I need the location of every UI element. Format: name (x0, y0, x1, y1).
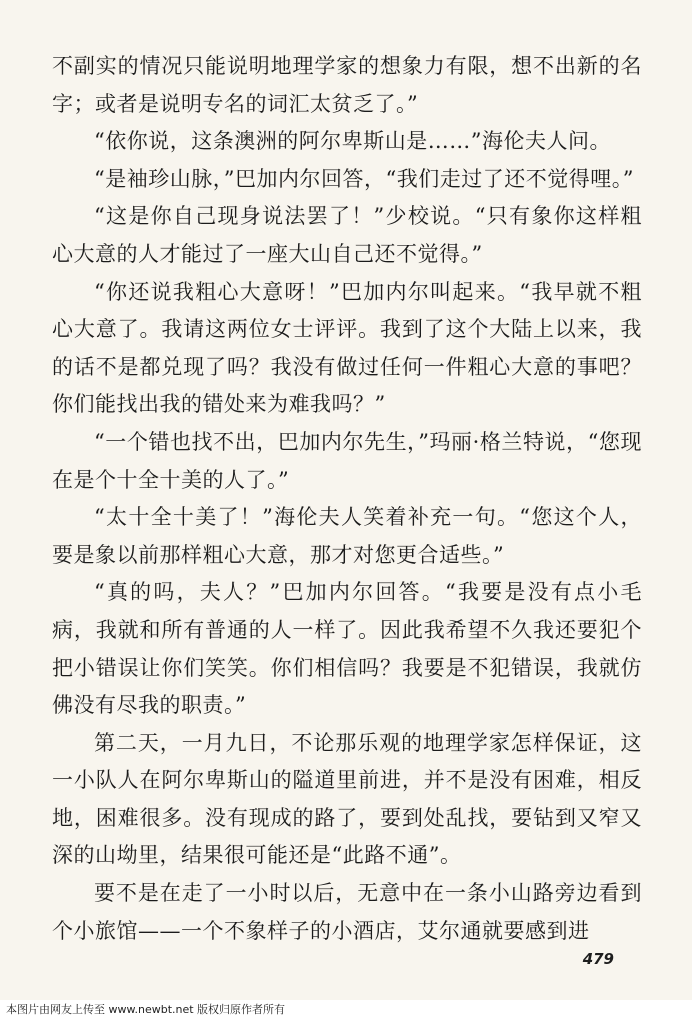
paragraph-6: “一个错也找不出，巴加内尔先生，”玛丽·格兰特说，“您现在是个十全十美的人了。” (52, 429, 642, 492)
body-text (52, 48, 642, 950)
paragraph-9: 第二天，一月九日，不论那乐观的地理学家怎样保证，这一小队人在阿尔卑斯山的隘道里前进，并不是没有困难，相反地，困难很多。没有现成的路了，要到处乱找，要钻到又窄又深的山坳里，结果很可能还是“此路不通”。 (52, 730, 642, 868)
page-number: 479 (582, 950, 614, 968)
paragraph-10: 要不是在走了一小时以后，无意中在一条小山路旁边看到个小旅馆——一个不象样子的小酒店，艾尔通就要感到进 (52, 881, 642, 943)
paragraph-1: 不副实的情况只能说明地理学家的想象力有限，想不出新的名字；或者是说明专名的词汇太贫乏了。” (52, 54, 642, 116)
upload-notice-footer: 本图片由网友上传至 www.newbt.net 版权归原作者所有 (0, 1000, 692, 1020)
paragraph-3: “是袖珍山脉，”巴加内尔回答，“我们走过了还不觉得哩。” (94, 166, 634, 191)
paragraph-4: “这是你自己现身说法罢了！”少校说。“只有象你这样粗心大意的人才能过了一座大山自己还不觉得。” (52, 204, 642, 266)
paragraph-8: “真的吗，夫人？”巴加内尔回答。“我要是没有点小毛病，我就和所有普通的人一样了。因此我希望不久我还要犯个把小错误让你们笑笑。你们相信吗？我要是不犯错误，我就仿佛没有尽我的职责。” (52, 580, 642, 718)
paragraph-7: “太十全十美了！”海伦夫人笑着补充一句。“您这个人，要是象以前那样粗心大意，那才对您更合适些。” (52, 505, 642, 567)
paragraph-5: “你还说我粗心大意呀！”巴加内尔叫起来。“我早就不粗心大意了。我请这两位女士评评。我到了这个大陆上以来，我的话不是都兑现了吗？我没有做过任何一件粗心大意的事吧？你们能找出我的错处来为难我吗？” (52, 279, 642, 417)
paragraph-2: “依你说，这条澳洲的阿尔卑斯山是……”海伦夫人问。 (94, 129, 611, 154)
